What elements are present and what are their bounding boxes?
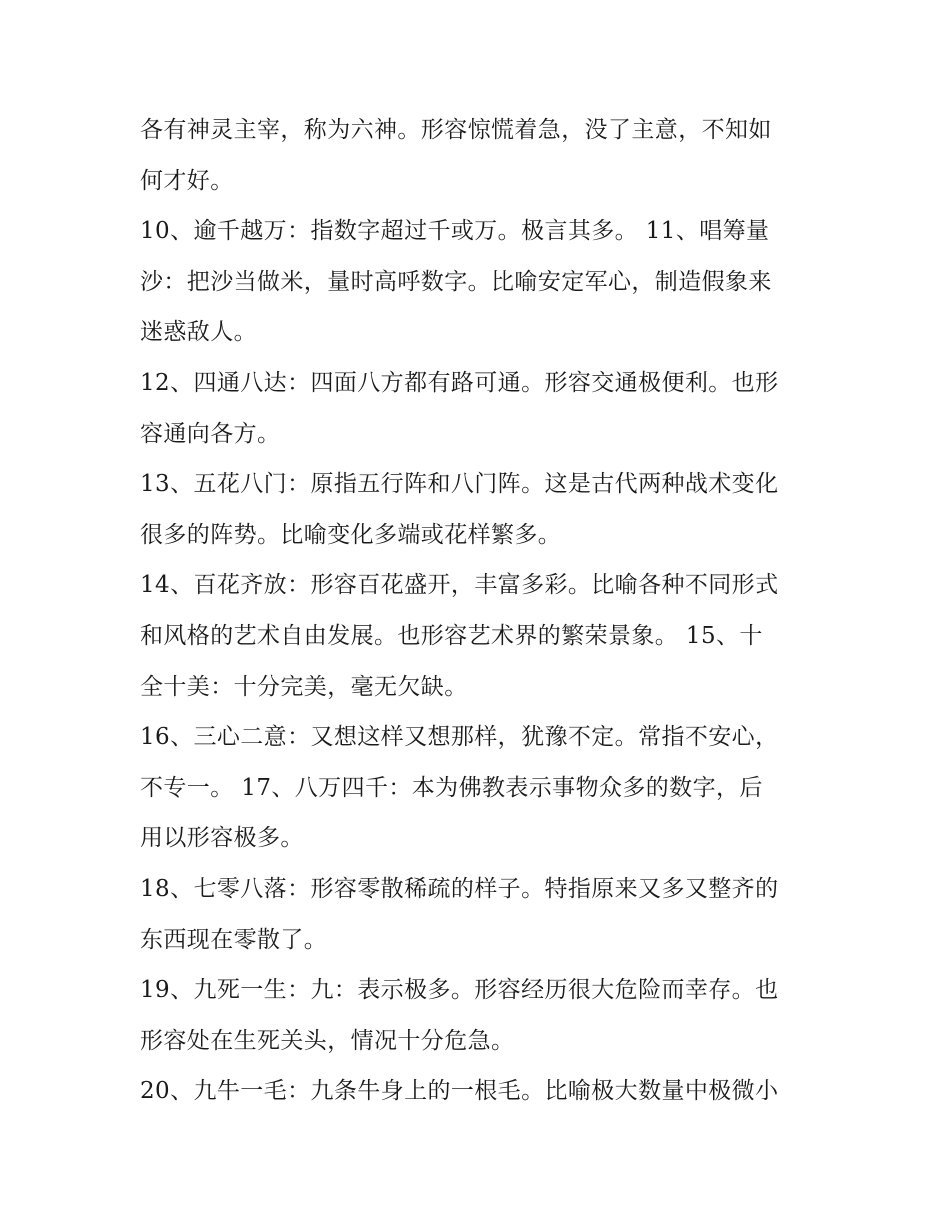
text-line: 容通向各方。 [140,420,281,447]
text-line: 和风格的艺术自由发展。也形容艺术界的繁荣景象。 15、十 [140,622,763,649]
text-line: 19、九死一生：九：表示极多。形容经历很大危险而幸存。也 [140,977,779,1004]
text-line: 迷惑敌人。 [140,319,257,346]
text-line: 全十美：十分完美，毫无欠缺。 [140,673,468,700]
text-line: 20、九牛一毛：九条牛身上的一根毛。比喻极大数量中极微小 [140,1078,779,1105]
text-line: 很多的阵势。比喻变化多端或花样繁多。 [140,521,562,548]
text-line: 14、百花齐放：形容百花盛开，丰富多彩。比喻各种不同形式 [140,572,779,599]
text-line: 东西现在零散了。 [140,926,328,953]
text-line: 用以形容极多。 [140,825,304,852]
text-line: 沙：把沙当做米，量时高呼数字。比喻安定军心，制造假象来 [140,268,772,295]
text-line: 何才好。 [140,167,234,194]
text-line: 不专一。 17、八万四千：本为佛教表示事物众多的数字，后 [140,774,763,801]
text-line: 各有神灵主宰，称为六神。形容惊慌着急，没了主意，不知如 [140,117,772,143]
text-line: 10、逾千越万：指数字超过千或万。极言其多。 11、唱筹量 [140,218,770,245]
text-line: 18、七零八落：形容零散稀疏的样子。特指原来又多又整齐的 [140,875,779,902]
text-line: 形容处在生死关头，情况十分危急。 [140,1027,515,1054]
text-line: 16、三心二意：又想这样又想那样，犹豫不定。常指不安心， [140,724,779,751]
idiom-text-block [140,105,830,1117]
text-line: 12、四通八达：四面八方都有路可通。形容交通极便利。也形 [140,369,779,396]
text-line: 13、五花八门：原指五行阵和八门阵。这是古代两种战术变化 [140,471,779,498]
